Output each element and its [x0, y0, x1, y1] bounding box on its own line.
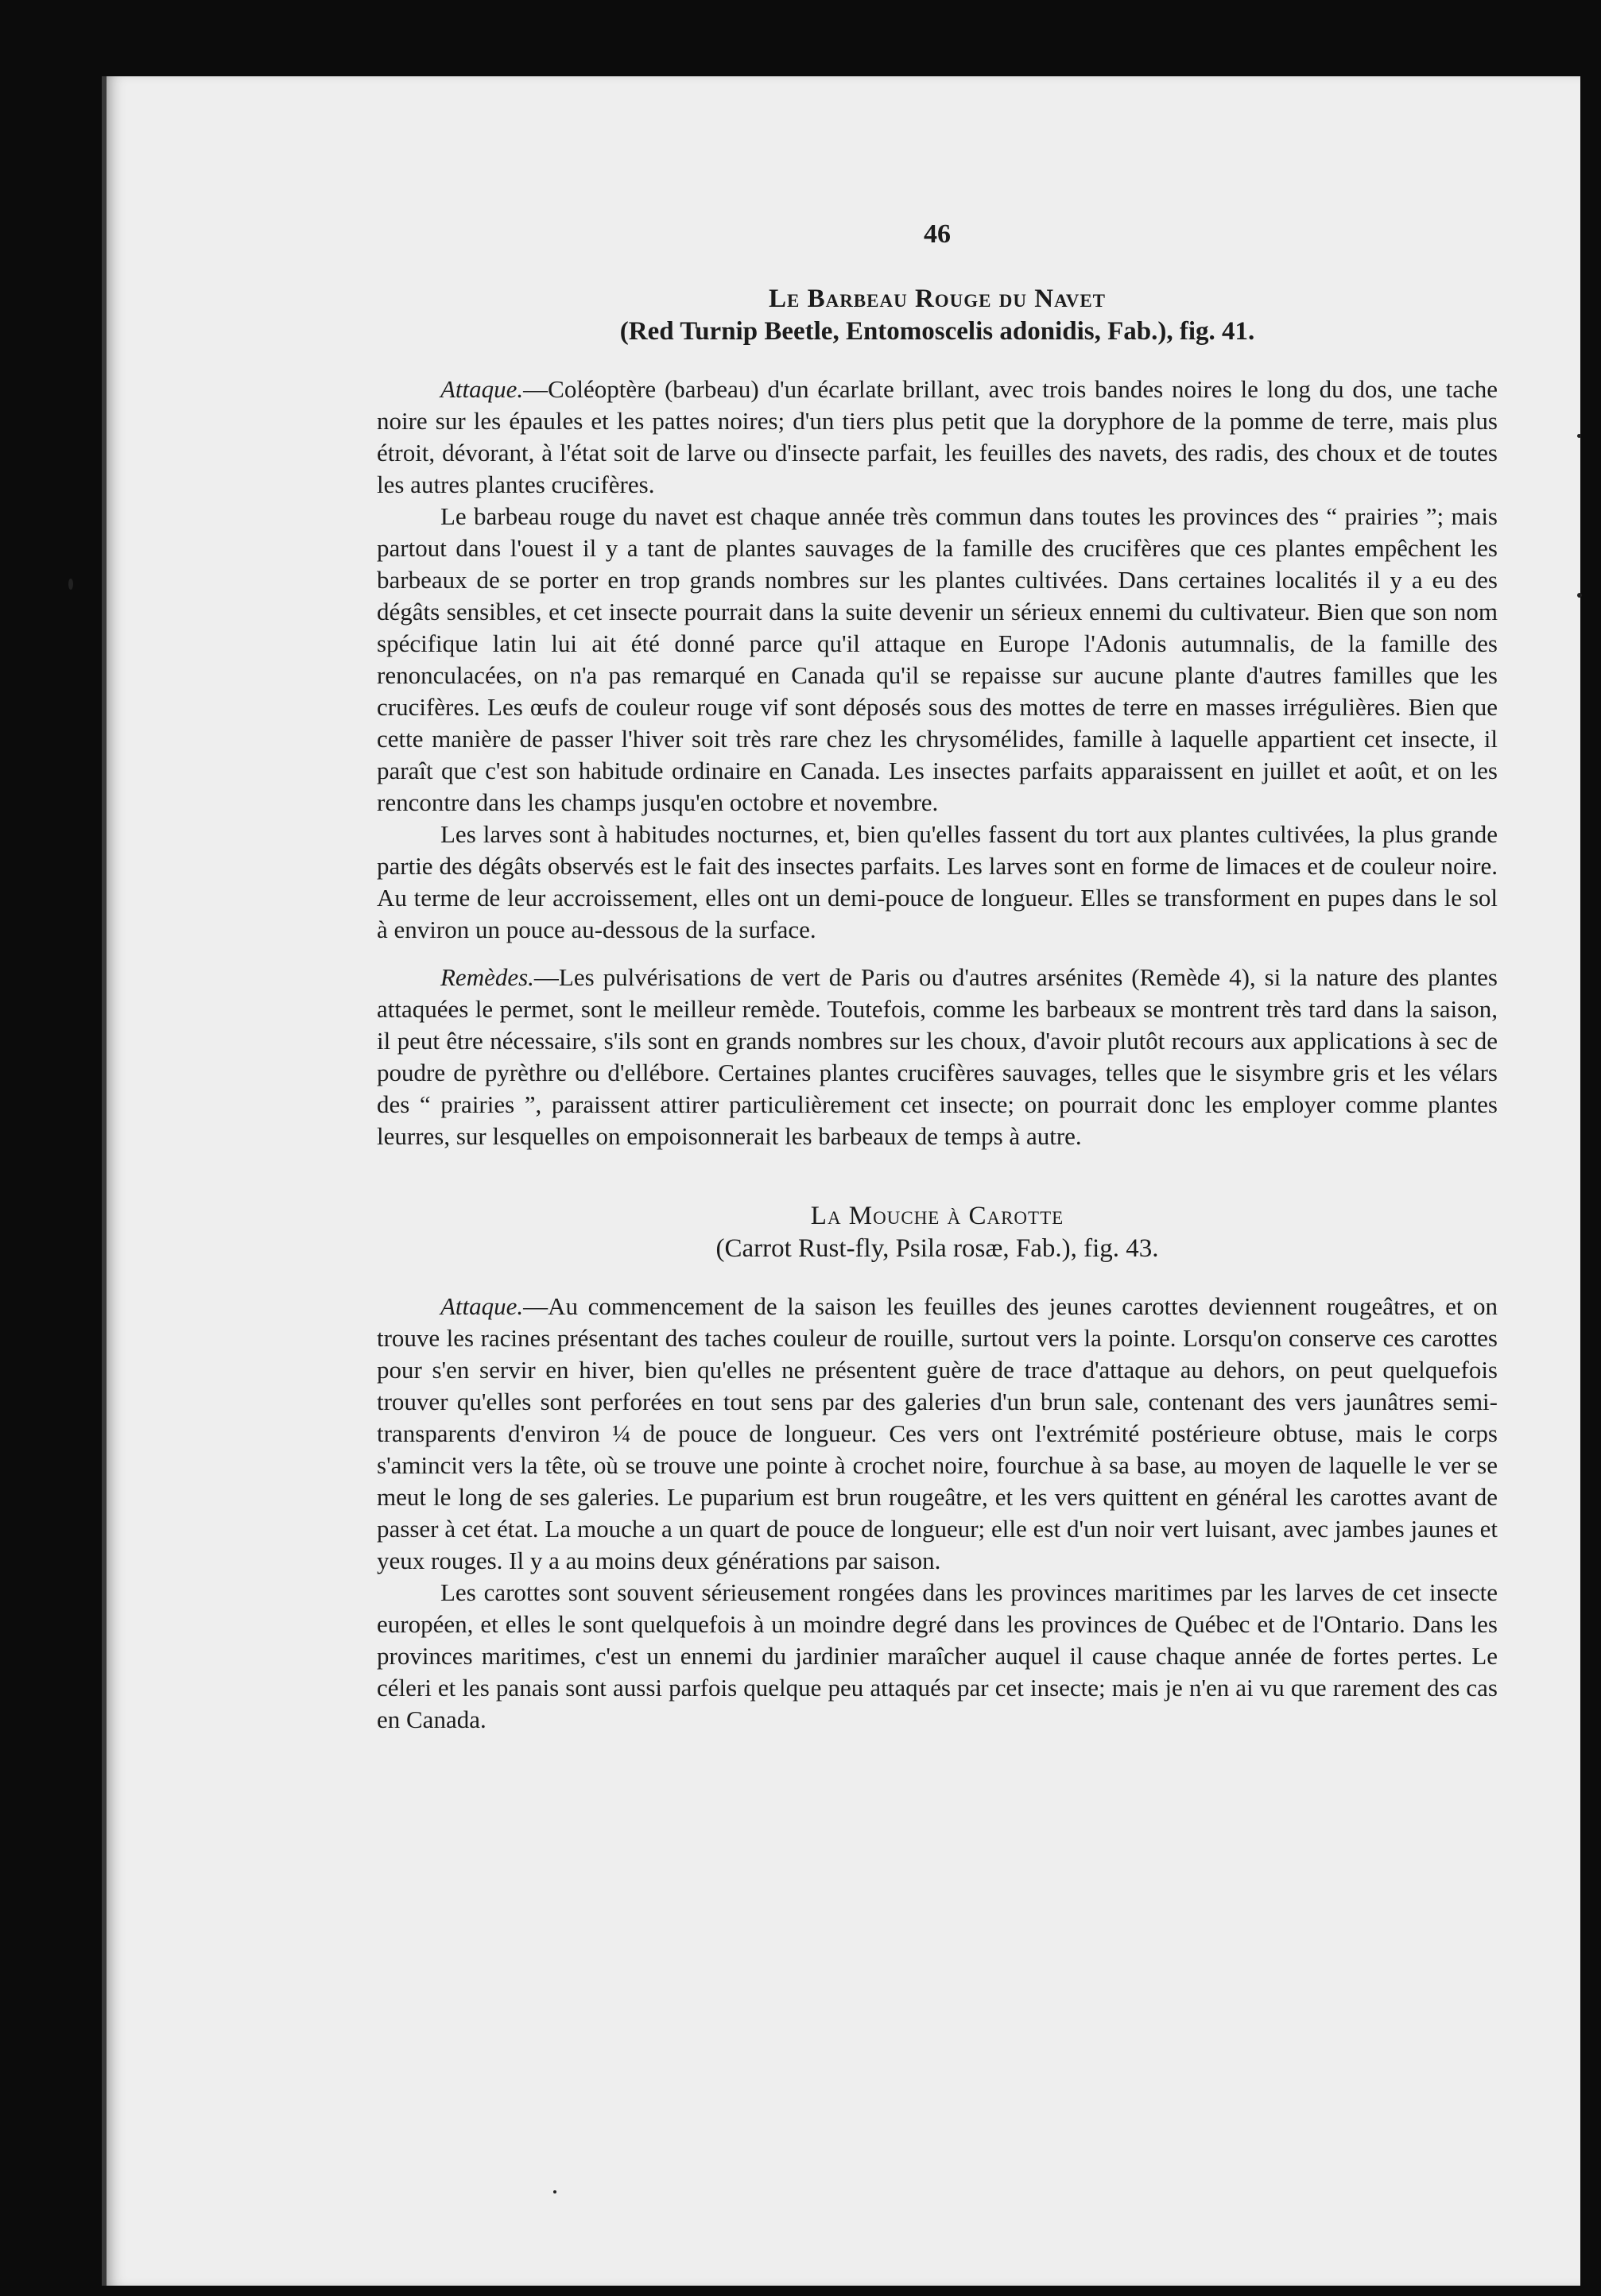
section-title: Le Barbeau Rouge du Navet — [768, 285, 1107, 313]
paragraph — [377, 1577, 1498, 1736]
paragraph-text: —Au commencement de la saison les feuilles des jeunes carottes deviennent rougeâtres, et on trouve les racines présentant des taches couleur de rouille, surtout vers la pointe. Lorsqu'on conserve ces carottes pour s'en servir en hiver, bien qu'elles ne présentent guère de trace d'attaque au dehors, on peut quelquefois trouver qu'elles sont perforées en tout sens par des galeries d'un brun sale, contenant des vers jaunâtres semi-transparents d'environ ¼ de pouce de longueur. Ces vers ont l'extrémité postérieure obtuse, mais le corps s'amincit vers la tête, où se trouve une pointe à crochet noire, fourchue à sa base, au moyen de laquelle le ver se meut le long de ses galeries. Le puparium est brun rougeâtre, et les vers quittent en général les carottes avant de passer à cet état. La mouche a un quart de pouce de longueur; elle est d'un noir vert luisant, avec jambes jaunes et yeux rouges. Il y a au moins deux générations par saison. — [377, 1292, 1498, 1574]
paragraph — [377, 962, 1498, 1152]
page-number: 46 — [924, 219, 951, 249]
section-subtitle: (Red Turnip Beetle, Entomoscelis adonidis, Fab.), fig. 41. — [619, 317, 1255, 346]
paragraph-text: Les carottes sont souvent sérieusement rongées dans les provinces maritimes par les larves de cet insecte européen, et elles le sont quelquefois à un moindre degré dans les provinces de Québec et de l'Ontario. Dans les provinces maritimes, c'est un ennemi du jardinier maraîcher auquel il cause chaque année de fortes pertes. Le céleri et les panais sont aussi parfois quelque peu attaqués par cet insecte; mais je n'en ai vu que rarement des cas en Canada. — [377, 1578, 1498, 1733]
paragraph-lead: Remèdes. — [440, 963, 534, 991]
paragraph-text: —Les pulvérisations de vert de Paris ou d'autres arsénites (Remède 4), si la nature des plantes attaquées le permet, sont le meilleur remède. Toutefois, comme les barbeaux se montrent très tard dans la saison, il peut être nécessaire, s'ils sont en grands nombres sur les choux, d'avoir plutôt recours aux applications à sec de poudre de pyrèthre ou d'ellébore. Certaines plantes crucifères sauvages, telles que le sisymbre gris et les vélars des “ prairies ”, paraissent attirer particulièrement cet insecte; on pourrait donc les employer comme plantes leurres, sur lesquelles on empoisonnerait les barbeaux de temps à autre. — [377, 963, 1498, 1150]
paragraph — [377, 819, 1498, 946]
scan-speck — [553, 2190, 556, 2193]
paragraph-lead: Attaque. — [440, 1292, 524, 1320]
text-column — [377, 219, 1498, 1736]
paragraph — [377, 374, 1498, 501]
paragraph-text: Le barbeau rouge du navet est chaque année très commun dans toutes les provinces des “ prairies ”; mais partout dans l'ouest il y a tant de plantes sauvages de la famille des crucifères que ces plantes empêchent les barbeaux de se porter en trop grands nombres sur les plantes cultivées. Dans certaines localités il y a eu des dégâts sensibles, et cet insecte pourrait dans la suite devenir un sérieux ennemi du cultivateur. Bien que son nom spécifique latin lui ait été donné parce qu'il attaque en Europe l'Adonis autumnalis, de la famille des renonculacées, on n'a pas remarqué en Canada qu'il se repaisse sur aucune plante d'autres familles que les crucifères. Les œufs de couleur rouge vif sont déposés sous des mottes de terre en masses irrégulières. Bien que cette manière de passer l'hiver soit très rare chez les chrysomélides, famille à laquelle appartient cet insecte, il paraît que c'est son habitude ordinaire en Canada. Les insectes parfaits apparaissent en juillet et août, et on les rencontre dans les champs jusqu'en octobre et novembre. — [377, 502, 1498, 816]
book-page — [102, 76, 1580, 2286]
paragraph — [377, 501, 1498, 819]
paragraph-text: —Coléoptère (barbeau) d'un écarlate brillant, avec trois bandes noires le long du dos, une tache noire sur les épaules et les pattes noires; d'un tiers plus petit que la doryphore de la pomme de terre, mais plus étroit, dévorant, à l'état soit de larve ou d'insecte parfait, les feuilles des navets, des radis, des choux et de toutes les autres plantes crucifères. — [377, 375, 1498, 498]
scan-speck — [1577, 434, 1581, 438]
paragraph-lead: Attaque. — [440, 375, 524, 403]
scan-speck — [1577, 593, 1582, 598]
paragraph-text: Les larves sont à habitudes nocturnes, et, bien qu'elles fassent du tort aux plantes cultivées, la plus grande partie des dégâts observés est le fait des insectes parfaits. Les larves sont en forme de limaces et de couleur noire. Au terme de leur accroissement, elles ont un demi-pouce de longueur. Elles se transforment en pupes dans le sol à environ un pouce au-dessous de la surface. — [377, 820, 1498, 943]
section-title: La Mouche à Carotte — [810, 1202, 1064, 1230]
scan-speck — [68, 579, 73, 590]
section-subtitle: (Carrot Rust-fly, Psila rosæ, Fab.), fig. 43. — [715, 1234, 1159, 1263]
paragraph — [377, 1291, 1498, 1577]
section-gap — [377, 1152, 1498, 1202]
